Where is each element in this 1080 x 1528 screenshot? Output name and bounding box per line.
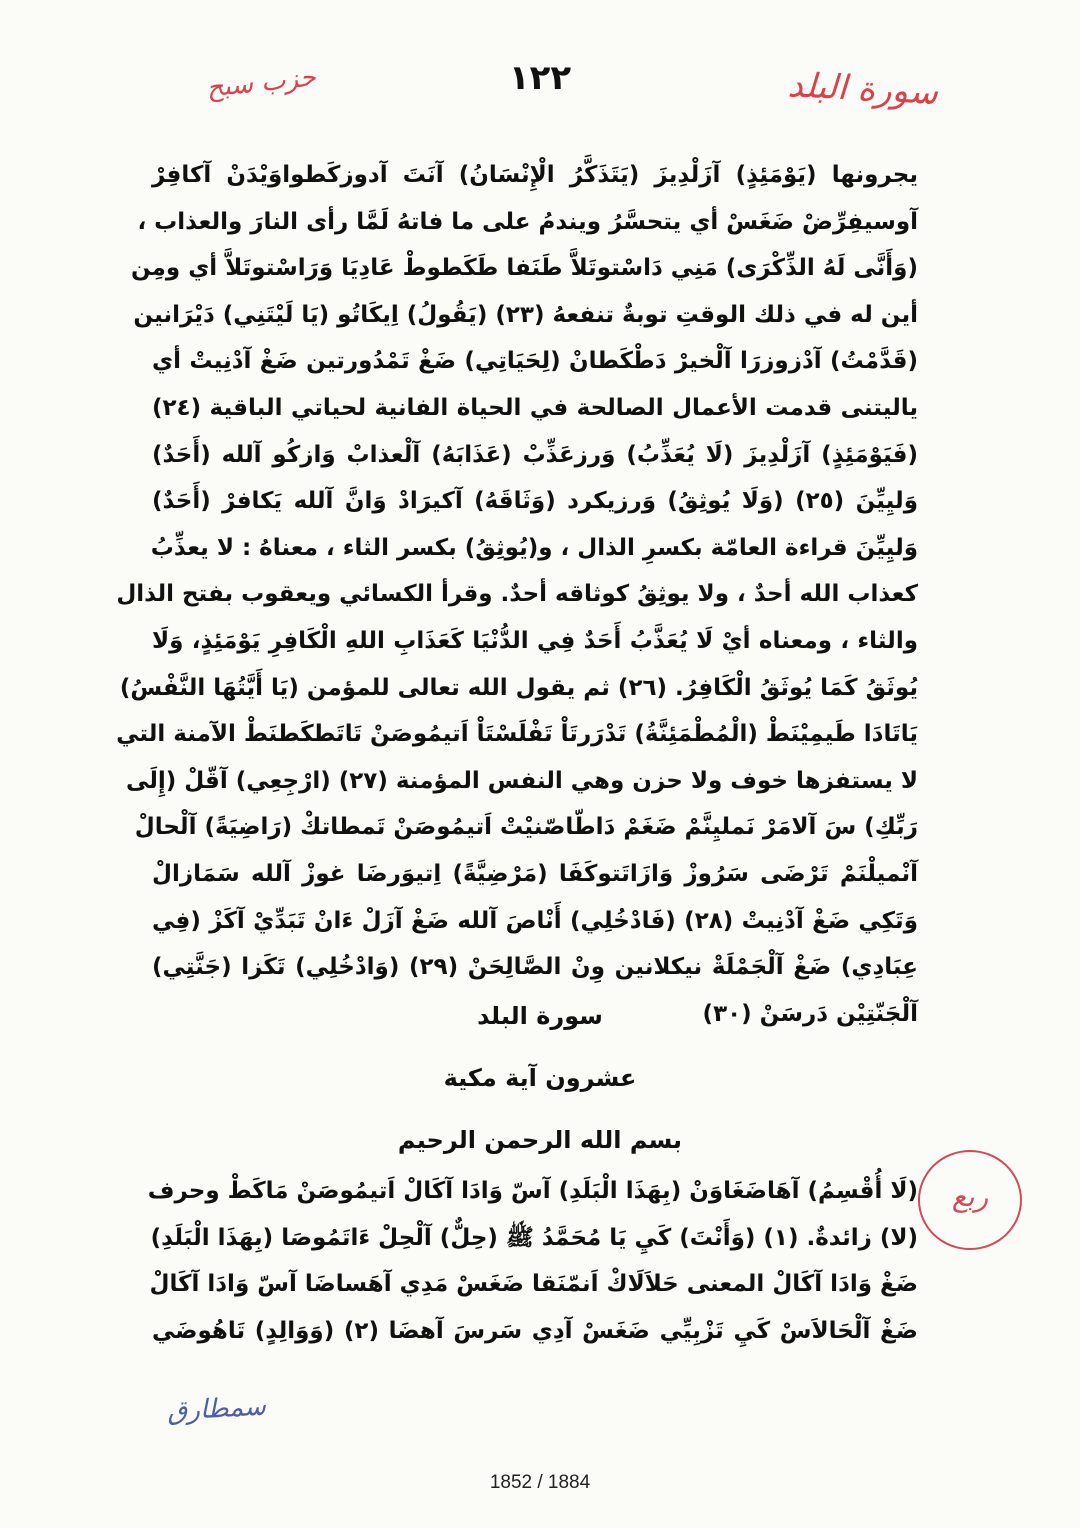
- text-line: والثاء ، ومعناه أيْ لَا يُعَذَّبُ أَحَدٌ فِي الدُّنْيَا كَعَذَابِ اللهِ الْكَافِرِ يَوْمَئِذٍ، وَلَا: [152, 627, 918, 654]
- basmala: بسم الله الرحمن الرحيم: [397, 1126, 683, 1154]
- margin-rub-marker: [918, 1150, 1022, 1250]
- text-line: آوسيفِرِّضْ ضَغَسْ أي يتحسَّرُ ويندمُ على ما فاتهُ لَمَّا رأى النارَ والعذاب ،: [137, 208, 918, 235]
- surah-title: سورة البلد: [477, 1002, 603, 1030]
- text-line: آنْميلْنَمْ تَرْضَى سَرُوزْ وَازَاتَتوكَفَا (مَرْضِيَّةً) اِتيوَرضَا غوزْ آلله سَمَازالْ: [152, 860, 918, 887]
- surah-verses-info: عشرون آية مكية: [443, 1064, 637, 1092]
- handwritten-reader-note: سمطارق: [166, 1391, 267, 1427]
- text-line: (لَا أُقْسِمُ) آهَاضَغَاوَنْ (بِهَذَا الْبَلَدِ) آسّ وَادَا آكَالْ اَتيمُوصَنْ مَاكَطْ وحرف: [147, 1178, 918, 1204]
- text-line: رَبِّكِ) سَ آلامَرْ نَمليِنَّمْ ضَغَمْ دَاطّاصّنيْتْ اَتيمُوصَنْ تَمطاتكْ (رَاضِيَةً) آلْحالْ: [134, 814, 918, 841]
- text-line: يجرونها (يَوْمَئِذٍ) آزَلْدِيزَ (يَتَذَكَّرُ الْإِنْسَانُ) آنَتَ آدوزكَطواوَيْدَنْ آكافِرْ: [152, 162, 918, 188]
- text-line: يَاتَادَا طَيمِيْنَطْ (الْمُطْمَئِنَّةُ) تَدْرَرتَاْ تَفْلَسْتَاْ اَتيمُوصَنْ تَاتَطكَطنَطْ الآمنة التي: [116, 721, 918, 748]
- text-line: ضَغْ وَادَا آكَالْ المعنى حَلاَلَاكْ اَنمّنَقا ضَغَسْ مَدِي آهَساضَا آسّ وَادَا آكَالْ: [149, 1271, 918, 1298]
- page-counter: 1852 / 1884: [489, 1472, 591, 1493]
- text-line: ضَغْ آلْحَالاَسْ كَيِ تَزْبِيِّي ضَغَسْ آدِي سَرسَ آهضَا (٢) (وَوَالِدٍ) تَاهُوضَي: [152, 1317, 918, 1344]
- text-line: آلْجَنّتِيْن دَرسَنْ (٣٠): [702, 1000, 918, 1027]
- text-line: وَليِيِّنَ قراءة العامّة بكسرِ الذال ، و(يُوثِقُ) بكسر الثاء ، معناهُ : لا يعذِّبُ: [150, 534, 918, 561]
- margin-rub-label: ربع: [951, 1180, 989, 1213]
- text-line: يُوثَقُ كَمَا يُوثَقُ الْكَافِرُ. (٢٦) ثم يقول الله تعالى للمؤمن (يَا أَيَّتُهَا النَّفْسُ): [119, 674, 918, 701]
- handwritten-hizb-note: حزب سبح: [205, 62, 318, 104]
- text-line: عِبَادِي) ضَغْ آلْجَمْلَةْ نيكلانين وِنْ الصَّالِحَنْ (٢٩) (وَادْخُلِي) تَكَزا (جَنَّتِي): [152, 954, 918, 981]
- text-line: وَليِيِّنَ (٢٥) (وَلَا يُوثِقُ) وَرزيكرد (وَثَاقَهُ) آكيرَادْ وَانَّ آلله يَكافرْ (أَحَدٌ): [152, 488, 918, 515]
- text-line: (فَيَوْمَئِذٍ) آزَلْدِيزَ (لَا يُعَذِّبُ) وَرزعَذِّبْ (عَذَابَهُ) آلْعذابْ وَازكُو آلله (أَحَدٌ): [152, 441, 918, 468]
- page-number: ١٢٢: [508, 58, 572, 98]
- commentary-passage-2: [147, 1168, 918, 1354]
- text-line: (وَأَنَّى لَهُ الذِّكْرَى) مَنِي دَاسْتوتَلاَّ طَنَفا طَكَطوطْ عَادِيَا وَرَاسْتوتَلاَّ أي ومِن: [130, 255, 918, 282]
- text-line: (قَدَّمْتُ) آدْزوزرَا آلْخيرْ دَطْكَطانْ (لِحَيَاتِي) ضَغْ تَمْدُورتين ضَغْ آدْنِيتْ أي: [152, 348, 918, 375]
- handwritten-surah-note: سورة البلد: [786, 65, 939, 113]
- text-line: كعذاب الله أحدٌ ، ولا يوثِقُ كوثاقه أحدٌ. وقرأ الكسائي ويعقوب بفتح الذال: [116, 581, 918, 608]
- text-line: (لا) زائدةٌ. (١) (وَأَنْتَ) كَيِ يَا مُحَمَّدُ ﷺ (حِلٌّ) آلْحِلْ ءَاتَمُوصَا (بِهَذَا الْبَلَدِ): [150, 1224, 918, 1251]
- text-line: ياليتنى قدمت الأعمال الصالحة في الحياة الفانية لحياتي الباقية (٢٤): [152, 394, 918, 421]
- text-line: وَتَكِي ضَغْ آدْنِيتْ (٢٨) (فَادْخُلِي) أَنْاصَ آلله ضَغْ آزَلْ ءَانْ تَبَدِّيْ آكَزْ (فِي: [152, 907, 918, 934]
- text-line: أين له في ذلك الوقتِ توبةٌ تنفعهُ (٢٣) (يَقُولُ) اِيكَاتُو (يَا لَيْتَنِي) دَيْرَانين: [133, 301, 918, 328]
- commentary-passage-1: [116, 152, 918, 1037]
- text-line: لا يستفزها خوف ولا حزن وهي النفس المؤمنة (٢٧) (ارْجِعِي) آقّلْ (إِلَى: [125, 767, 918, 794]
